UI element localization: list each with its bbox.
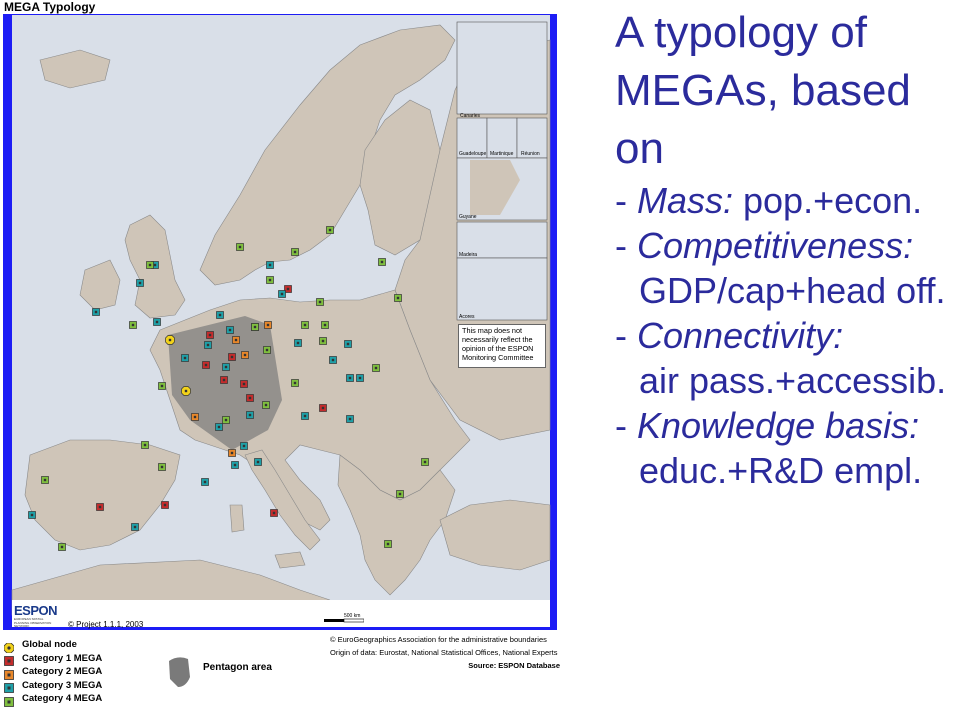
marker-center-dot — [149, 264, 151, 266]
criteria-value: air pass.+accessib. — [639, 360, 947, 401]
criteria-key: Knowledge basis: — [637, 405, 920, 446]
criteria-item-connectivity — [615, 313, 960, 403]
inset-label-madeira: Madeira — [459, 252, 478, 258]
map-disclaimer: This map does not necessarily reflect the opinion of the ESPON Monitoring Committee — [458, 324, 546, 368]
legend-global-node — [4, 638, 102, 652]
espon-logo — [14, 603, 58, 629]
espon-logo-subtext: EUROPEAN SPATIAL PLANNING OBSERVATION NETWORK — [14, 617, 52, 628]
marker-center-dot — [249, 397, 251, 399]
legend-category-1 — [4, 652, 102, 666]
marker-center-dot — [209, 334, 211, 336]
legend-label: Category 3 MEGA — [22, 679, 103, 691]
marker-center-dot — [257, 461, 259, 463]
inset-label-canaries: Canaries — [460, 113, 481, 119]
marker-center-dot — [249, 414, 251, 416]
bullet-dash: - — [615, 315, 637, 356]
espon-logo-text: ESPON — [14, 603, 58, 618]
marker-center-dot — [267, 324, 269, 326]
marker-center-dot — [297, 342, 299, 344]
bullet-dash: - — [615, 180, 637, 221]
slide-title: A typology of MEGAs, based on — [615, 8, 911, 173]
marker-center-dot — [304, 415, 306, 417]
legend-category-3 — [4, 679, 102, 693]
marker-center-dot — [269, 279, 271, 281]
marker-center-dot — [235, 339, 237, 341]
marker-center-dot — [231, 452, 233, 454]
marker-center-dot — [99, 506, 101, 508]
marker-center-dot — [154, 264, 156, 266]
criteria-item-competitiveness — [615, 223, 960, 313]
marker-center-dot — [294, 382, 296, 384]
marker-center-dot — [144, 444, 146, 446]
marker-center-dot — [322, 407, 324, 409]
legend-label: Global node — [22, 639, 77, 651]
pentagon-legend-icon — [166, 655, 192, 689]
marker-center-dot — [231, 356, 233, 358]
marker-center-dot — [273, 512, 275, 514]
marker-center-dot — [225, 366, 227, 368]
marker-center-dot — [205, 364, 207, 366]
marker-center-dot — [164, 504, 166, 506]
legend-category-2 — [4, 665, 102, 679]
marker-center-dot — [219, 314, 221, 316]
criteria-key: Connectivity: — [637, 315, 844, 356]
legend-label: Category 4 MEGA — [22, 693, 103, 705]
inset-label-reunion: Réunion — [521, 151, 540, 157]
inset-label-martinique: Martinique — [490, 151, 514, 157]
criteria-key: Mass: — [637, 180, 734, 221]
criteria-value: pop.+econ. — [733, 180, 923, 221]
marker-center-dot — [204, 481, 206, 483]
marker-center-dot — [244, 354, 246, 356]
marker-center-dot — [31, 514, 33, 516]
global-node-icon — [4, 640, 14, 650]
marker-center-dot — [319, 301, 321, 303]
marker-center-dot — [156, 321, 158, 323]
marker-center-dot — [381, 261, 383, 263]
marker-center-dot — [281, 293, 283, 295]
marker-center-dot — [266, 349, 268, 351]
marker-center-dot — [294, 251, 296, 253]
marker-center-dot — [324, 324, 326, 326]
marker-center-dot — [304, 324, 306, 326]
criteria-key: Competitiveness: — [637, 225, 914, 266]
criteria-value: GDP/cap+head off. — [639, 270, 946, 311]
marker-center-dot — [218, 426, 220, 428]
marker-center-dot — [61, 546, 63, 548]
marker-center-dot — [243, 383, 245, 385]
marker-center-dot — [132, 324, 134, 326]
marker-center-dot — [399, 493, 401, 495]
marker-center-dot — [185, 390, 187, 392]
marker-center-dot — [349, 377, 351, 379]
marker-center-dot — [265, 404, 267, 406]
map-credits — [330, 633, 560, 672]
marker-center-dot — [161, 466, 163, 468]
legend-label: Category 2 MEGA — [22, 666, 103, 678]
marker-center-dot — [225, 419, 227, 421]
project-credit: © Project 1.1.1, 2003 — [68, 620, 144, 629]
marker-center-dot — [95, 311, 97, 313]
marker-center-dot — [223, 379, 225, 381]
marker-center-dot — [397, 297, 399, 299]
marker-center-dot — [169, 339, 171, 341]
marker-center-dot — [359, 377, 361, 379]
map-legend — [4, 638, 102, 706]
marker-center-dot — [349, 418, 351, 420]
category-3-icon — [4, 680, 14, 690]
marker-center-dot — [161, 385, 163, 387]
category-2-icon — [4, 667, 14, 677]
marker-center-dot — [322, 340, 324, 342]
inset-label-acores: Acores — [459, 314, 475, 320]
marker-center-dot — [184, 357, 186, 359]
marker-center-dot — [347, 343, 349, 345]
bullet-dash: - — [615, 225, 637, 266]
marker-center-dot — [254, 326, 256, 328]
marker-center-dot — [234, 464, 236, 466]
marker-center-dot — [329, 229, 331, 231]
marker-center-dot — [194, 416, 196, 418]
bullet-dash: - — [615, 405, 637, 446]
legend-label: Category 1 MEGA — [22, 652, 103, 664]
sardinia-landmass — [230, 505, 244, 532]
pentagon-legend-label: Pentagon area — [203, 662, 272, 673]
marker-center-dot — [269, 264, 271, 266]
marker-center-dot — [424, 461, 426, 463]
map-title: MEGA Typology — [4, 0, 96, 14]
criteria-item-mass — [615, 178, 960, 223]
marker-center-dot — [229, 329, 231, 331]
criteria-value: educ.+R&D empl. — [639, 450, 923, 491]
inset-label-guyane: Guyane — [459, 214, 477, 220]
marker-center-dot — [44, 479, 46, 481]
marker-center-dot — [207, 344, 209, 346]
marker-center-dot — [243, 445, 245, 447]
category-4-icon — [4, 694, 14, 704]
overseas-insets — [457, 22, 547, 320]
marker-center-dot — [332, 359, 334, 361]
marker-center-dot — [375, 367, 377, 369]
marker-center-dot — [239, 246, 241, 248]
marker-center-dot — [287, 288, 289, 290]
inset-label-guadeloupe: Guadeloupe — [459, 151, 487, 157]
marker-center-dot — [387, 543, 389, 545]
criteria-list — [615, 178, 960, 493]
category-1-icon — [4, 653, 14, 663]
credit-origin: Origin of data: Eurostat, National Statistical Offices, National Experts — [330, 648, 558, 657]
legend-category-4 — [4, 692, 102, 706]
scale-label: 500 km — [344, 613, 361, 619]
marker-center-dot — [139, 282, 141, 284]
marker-center-dot — [134, 526, 136, 528]
credit-copyright: © EuroGeographics Association for the administrative boundaries — [330, 635, 547, 644]
credit-source: Source: ESPON Database — [468, 661, 560, 670]
sicily-landmass — [275, 552, 305, 568]
criteria-item-knowledge — [615, 403, 960, 493]
